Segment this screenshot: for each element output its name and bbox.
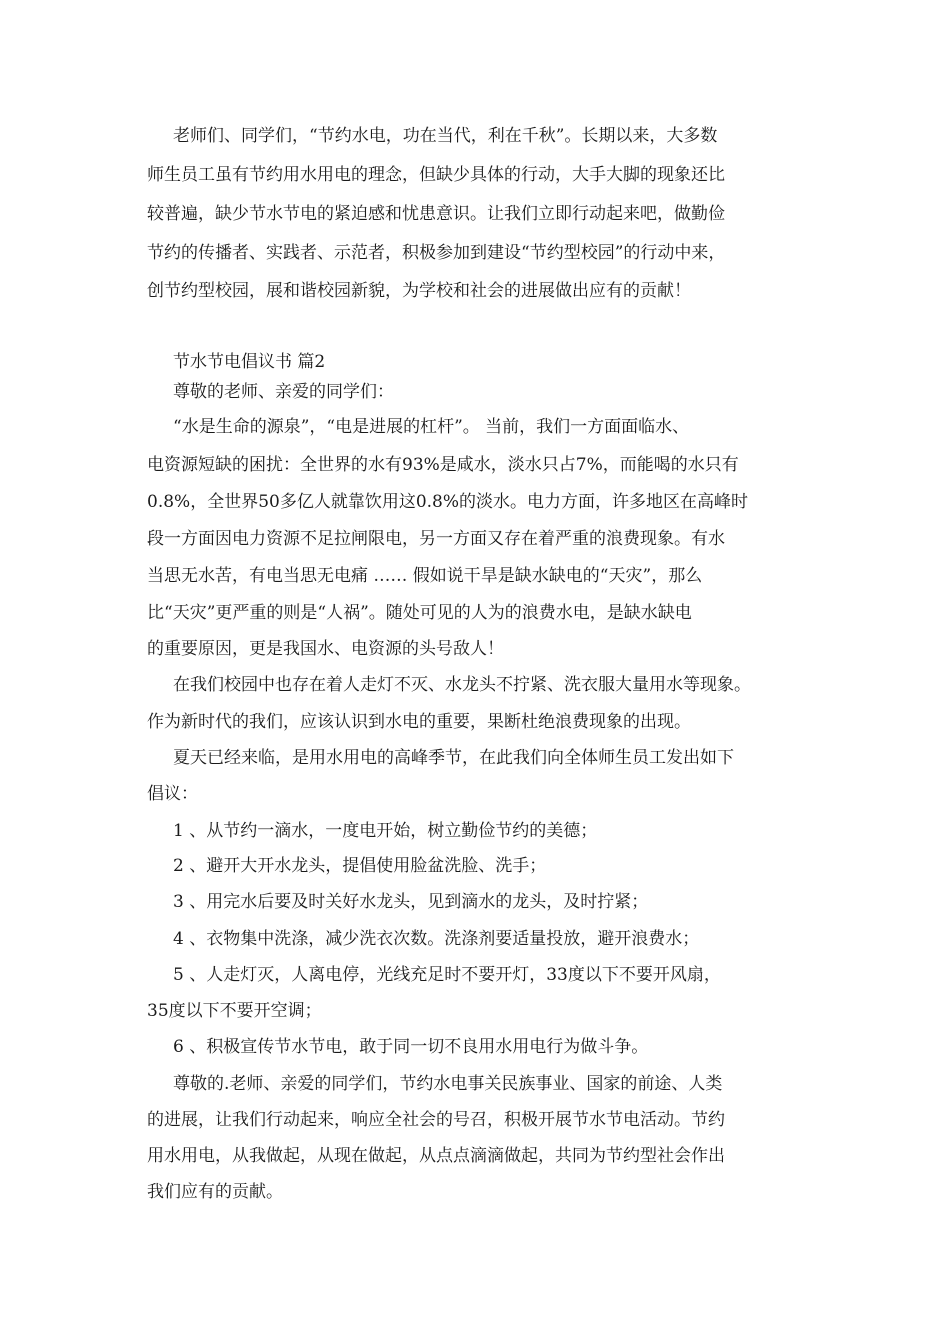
paragraph-line: “水是生命的源泉”，“电是进展的杠杆”。 当前，我们一方面面临水、 bbox=[173, 417, 690, 437]
paragraph-line: 节约的传播者、实践者、示范者，积极参加到建设“节约型校园”的行动中来， bbox=[147, 243, 726, 263]
list-item: 5 、人走灯灭，人离电停，光线充足时不要开灯，33度以下不要开风扇， bbox=[173, 965, 721, 985]
list-item: 3 、用完水后要及时关好水龙头，见到滴水的龙头，及时拧紧； bbox=[173, 892, 649, 912]
list-item: 2 、避开大开水龙头，提倡使用脸盆洗脸、洗手； bbox=[173, 856, 547, 876]
paragraph-line: 我们应有的贡献。 bbox=[147, 1182, 283, 1202]
paragraph-line: 段一方面因电力资源不足拉闸限电，另一方面又存在着严重的浪费现象。有水 bbox=[147, 529, 725, 549]
paragraph-line: 老师们、同学们，“节约水电，功在当代，利在千秋”。长期以来，大多数 bbox=[173, 126, 718, 146]
paragraph-line: 的重要原因，更是我国水、电资源的头号敌人！ bbox=[147, 639, 504, 659]
paragraph-line: 夏天已经来临，是用水用电的高峰季节，在此我们向全体师生员工发出如下 bbox=[173, 748, 734, 768]
paragraph-line: 师生员工虽有节约用水用电的理念，但缺少具体的行动，大手大脚的现象还比 bbox=[147, 165, 725, 185]
paragraph-line: 尊敬的.老师、亲爱的同学们，节约水电事关民族事业、国家的前途、人类 bbox=[173, 1074, 723, 1094]
paragraph-line: 0.8%，全世界50多亿人就靠饮用这0.8%的淡水。电力方面，许多地区在高峰时 bbox=[147, 492, 749, 512]
paragraph-line: 电资源短缺的困扰：全世界的水有93%是咸水，淡水只占7%，而能喝的水只有 bbox=[147, 455, 739, 475]
paragraph-line: 作为新时代的我们，应该认识到水电的重要，果断杜绝浪费现象的出现。 bbox=[147, 712, 691, 732]
paragraph-line: 创节约型校园，展和谐校园新貌，为学校和社会的进展做出应有的贡献！ bbox=[147, 281, 691, 301]
paragraph-line: 当思无水苦，有电当思无电痛 …… 假如说干旱是缺水缺电的“天灾”，那么 bbox=[147, 566, 703, 586]
paragraph-line: 的进展，让我们行动起来，响应全社会的号召，积极开展节水节电活动。节约 bbox=[147, 1110, 725, 1130]
list-item-continuation: 35度以下不要开空调； bbox=[147, 1001, 322, 1021]
salutation: 尊敬的老师、亲爱的同学们： bbox=[173, 382, 394, 402]
paragraph-line: 较普遍，缺少节水节电的紧迫感和忧患意识。让我们立即行动起来吧，做勤俭 bbox=[147, 204, 725, 224]
paragraph-line: 在我们校园中也存在着人走灯不灭、水龙头不拧紧、洗衣服大量用水等现象。 bbox=[173, 675, 751, 695]
list-item: 1 、从节约一滴水，一度电开始，树立勤俭节约的美德； bbox=[173, 821, 598, 841]
list-item: 4 、衣物集中洗涤，减少洗衣次数。洗涤剂要适量投放，避开浪费水； bbox=[173, 929, 700, 949]
section-heading: 节水节电倡议书 篇2 bbox=[173, 352, 326, 372]
paragraph-line: 比“天灾”更严重的则是“人祸”。随处可见的人为的浪费水电，是缺水缺电 bbox=[147, 603, 692, 623]
paragraph-line: 倡议： bbox=[147, 784, 198, 804]
paragraph-line: 用水用电，从我做起，从现在做起，从点点滴滴做起，共同为节约型社会作出 bbox=[147, 1146, 725, 1166]
list-item: 6 、积极宣传节水节电，敢于同一切不良用水用电行为做斗争。 bbox=[173, 1037, 649, 1057]
